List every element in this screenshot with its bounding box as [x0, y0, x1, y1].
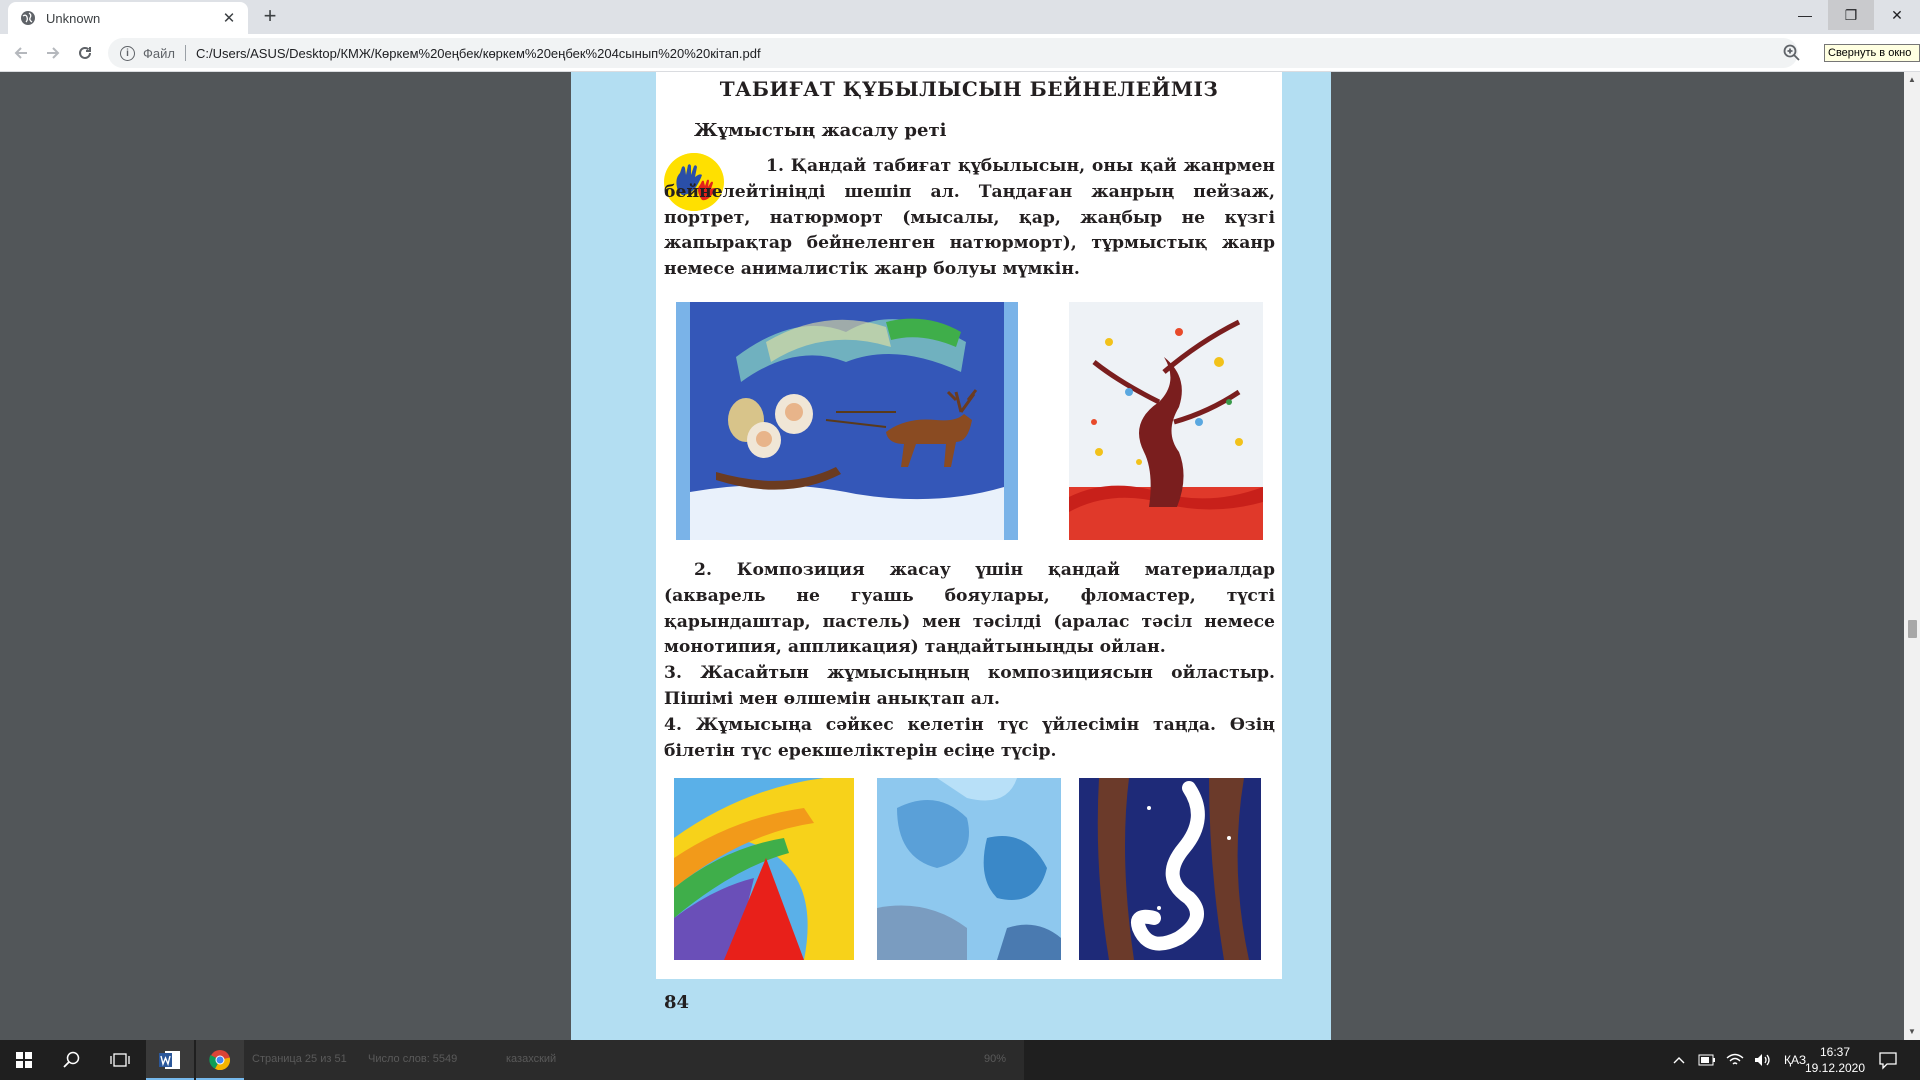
vertical-scrollbar[interactable] — [1904, 72, 1920, 1040]
notification-icon[interactable] — [1878, 1050, 1898, 1070]
autumn-tree-illustration — [1069, 302, 1263, 540]
info-icon[interactable]: i — [120, 46, 135, 61]
start-button[interactable] — [0, 1040, 48, 1080]
restore-button[interactable]: ❐ — [1828, 0, 1874, 30]
arrow-left-icon — [13, 45, 29, 61]
task-view-icon — [110, 1052, 130, 1068]
pdf-page — [571, 72, 1331, 1040]
tab-close-icon[interactable]: ✕ — [222, 10, 236, 27]
scroll-down-icon[interactable]: ▼ — [1908, 1027, 1916, 1036]
tray-icons — [1672, 1040, 1806, 1080]
word-icon — [159, 1050, 181, 1070]
color-swatch-warm — [674, 778, 854, 960]
color-swatch-cool — [877, 778, 1061, 960]
reload-button[interactable] — [72, 40, 98, 66]
taskbar-clock[interactable] — [1796, 1044, 1874, 1076]
reload-icon — [77, 45, 93, 61]
taskbar-chrome[interactable] — [196, 1040, 244, 1080]
windows-start-icon — [16, 1052, 32, 1068]
globe-icon — [20, 10, 36, 26]
address-separator — [185, 45, 186, 61]
step-4-text: 4. Жұмысыңа сәйкес келетін түс үйлесімін таңда. Өзің білетін түс ерекшеліктерін есіңе түсір. — [664, 714, 1275, 761]
word-page-count: Страница 25 из 51 — [252, 1053, 347, 1065]
volume-icon[interactable] — [1754, 1053, 1772, 1067]
page-number: 84 — [664, 992, 690, 1013]
zoom-icon[interactable] — [1782, 43, 1802, 63]
search-button[interactable] — [48, 1040, 96, 1080]
clock-date: 19.12.2020 — [1804, 1061, 1866, 1075]
word-language: казахский — [506, 1053, 557, 1065]
new-tab-button[interactable]: + — [263, 3, 277, 28]
tab-strip — [0, 0, 1920, 34]
address-scheme: Файл — [143, 45, 175, 61]
chrome-icon — [209, 1049, 231, 1071]
step-3-text: 3. Жасайтын жұмысыңның композициясын ойластыр. Пішімі мен өлшемін анықтап ал. — [664, 663, 1275, 709]
tooltip: Свернуть в окно — [1824, 44, 1920, 62]
scroll-up-icon[interactable]: ▲ — [1908, 75, 1916, 84]
pdf-viewer[interactable] — [0, 72, 1904, 1040]
step-2-text: 2. Композиция жасау үшін қандай материалдар (акварель не гуашь бояулары, фломастер, түсті қарындаштар, пастель) мен тәсілді (аралас тәсіл немесе монотипия, аппликация) таңдайтыныңды ойлан. — [664, 560, 1275, 658]
page-subtitle: Жұмыстың жасалу реті — [694, 120, 947, 141]
page-content — [656, 72, 1282, 979]
keyboard-language[interactable]: ҚАЗ — [1784, 1053, 1807, 1067]
word-status-bar — [244, 1040, 1024, 1080]
page-title: ТАБИҒАТ ҚҰБЫЛЫСЫН БЕЙНЕЛЕЙМІЗ — [719, 77, 1219, 101]
task-view-button[interactable] — [96, 1040, 144, 1080]
chevron-up-icon[interactable] — [1672, 1053, 1686, 1067]
tab-title: Unknown — [46, 10, 101, 26]
step-1-text: 1. Қандай табиғат құбылысын, оны қай жанрмен бейнелейтініңді шешіп ал. Таңдаған жанрың пейзаж, портрет, натюрморт (мысалы, қар, жаңбыр не күзгі жапырақтар бейнеленген натюрморт), тұрмыстық жанр немесе анималистік жанр болуы мүмкін. — [664, 156, 1275, 280]
word-word-count: Число слов: 5549 — [368, 1053, 458, 1065]
wifi-icon[interactable] — [1726, 1053, 1744, 1067]
clock-time: 16:37 — [1819, 1045, 1851, 1059]
minimize-button[interactable]: — — [1798, 7, 1812, 23]
address-bar[interactable] — [108, 38, 1798, 68]
color-swatch-night — [1079, 778, 1261, 960]
steps-2-4-text — [664, 558, 1275, 764]
scroll-thumb[interactable] — [1908, 620, 1917, 638]
northern-sled-illustration — [676, 302, 1018, 540]
back-button[interactable] — [8, 40, 34, 66]
word-zoom: 90% — [984, 1053, 1007, 1065]
forward-button[interactable] — [40, 40, 66, 66]
close-window-button[interactable]: ✕ — [1891, 6, 1903, 23]
browser-toolbar — [0, 34, 1920, 72]
arrow-right-icon — [45, 45, 61, 61]
address-url[interactable]: C:/Users/ASUS/Desktop/КМЖ/Көркем%20еңбек/көркем%20еңбек%204сынып%20%20кітап.pdf — [195, 45, 761, 61]
taskbar-word[interactable] — [146, 1040, 194, 1080]
battery-icon[interactable] — [1698, 1054, 1716, 1066]
browser-tab[interactable] — [8, 2, 248, 34]
search-icon — [63, 1051, 81, 1069]
